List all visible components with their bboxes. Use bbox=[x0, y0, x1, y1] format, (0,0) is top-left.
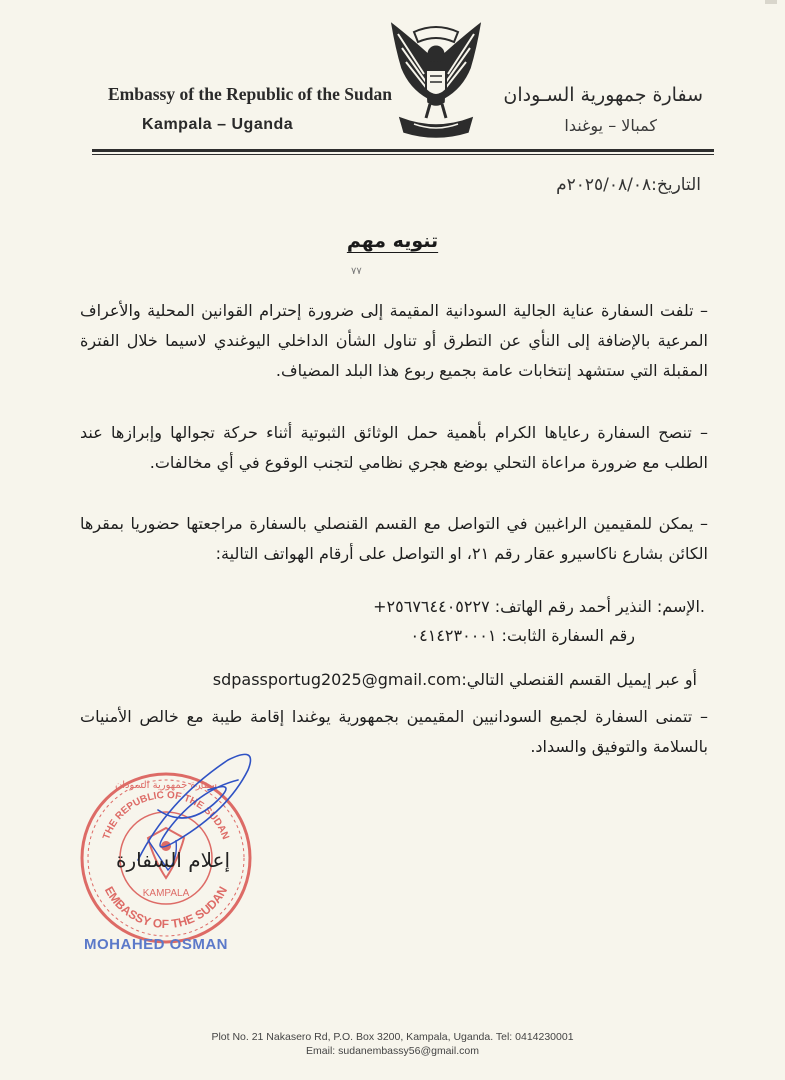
officer-name: MOHAHED OSMAN bbox=[84, 936, 228, 953]
stamp-middle-text: KAMPALA bbox=[142, 888, 190, 899]
document-heading: تنويه مهم bbox=[346, 230, 439, 252]
secretary-bird-emblem-icon bbox=[380, 18, 492, 142]
contact-email-prefix: أو عبر إيميل القسم القنصلي التالي: bbox=[461, 670, 697, 689]
letterhead-arabic-city: كمبالا – يوغندا bbox=[564, 116, 657, 135]
paragraph-consular-contact: – يمكن للمقيمين الراغبين في التواصل مع القسم القنصلي بالسفارة مراجعتها حضوريا بمقرها الكائن بشارع ناكاسيرو عقار رقم ٢١، او التواصل على أرقام الهواتف التالية: bbox=[80, 514, 708, 563]
stamp-bottom-text: EMBASSY OF THE SUDAN bbox=[101, 884, 231, 932]
letterhead-english-city: Kampala – Uganda bbox=[142, 116, 294, 133]
signature-label: إعلام السفارة bbox=[116, 848, 231, 872]
stamp-top-text: THE REPUBLIC OF THE SUDAN bbox=[101, 789, 231, 842]
footer-email: Email: sudanembassy56@gmail.com bbox=[306, 1045, 479, 1057]
handwritten-mark: ٧٧ bbox=[351, 266, 362, 277]
document-date: التاريخ:٢٠٢٥/٠٨/٠٨م bbox=[556, 175, 701, 195]
contact-email-line bbox=[213, 670, 697, 689]
letterhead-arabic-title: سفارة جمهورية السـودان bbox=[503, 84, 703, 106]
contact-embassy-landline: رقم السفارة الثابت: ٠٤١٤٢٣٠٠٠١ bbox=[410, 626, 635, 645]
letterhead-english-title: Embassy of the Republic of the Sudan bbox=[108, 84, 392, 104]
paragraph-local-laws: – تلفت السفارة عناية الجالية السودانية المقيمة إلى ضرورة إحترام القوانين المحلية والأعراف المرعية بالإضافة إلى النأي عن التطرق أو تناول الشأن الداخلي اليوغندي لاسيما خلال الفترة المقبلة التي ستشهد إنتخابات عامة بجميع ربوع هذا البلد المضياف. bbox=[80, 301, 708, 380]
scan-corner-mark bbox=[765, 0, 777, 4]
consular-email-link[interactable]: sdpassportug2025@gmail.com bbox=[212, 670, 462, 689]
footer-address: Plot No. 21 Nakasero Rd, P.O. Box 3200, Kampala, Uganda. Tel: 0414230001 bbox=[211, 1031, 574, 1043]
letterhead-divider-thin bbox=[92, 154, 714, 155]
paragraph-closing: – تتمنى السفارة لجميع السودانيين المقيمين بجمهورية يوغندا إقامة طيبة مع خالص الأمنيات بالسلامة والتوفيق والسداد. bbox=[80, 707, 708, 756]
contact-name-phone: .الإسم: النذير أحمد رقم الهاتف: ٢٥٦٧٦٤٤٠٥٢٢٧+ bbox=[373, 597, 705, 616]
stamp-arabic-text: سفارة جمهورية السودان bbox=[114, 780, 218, 791]
letterhead-divider bbox=[92, 149, 714, 152]
paragraph-identity-documents: – تنصح السفارة رعاياها الكرام بأهمية حمل الوثائق الثبوتية أثناء حركة تجوالها وإبرازها عند الطلب مع ضرورة مراعاة التحلي بوضع هجري نظامي لتجنب الوقوع في أي مخالفات. bbox=[80, 423, 708, 472]
